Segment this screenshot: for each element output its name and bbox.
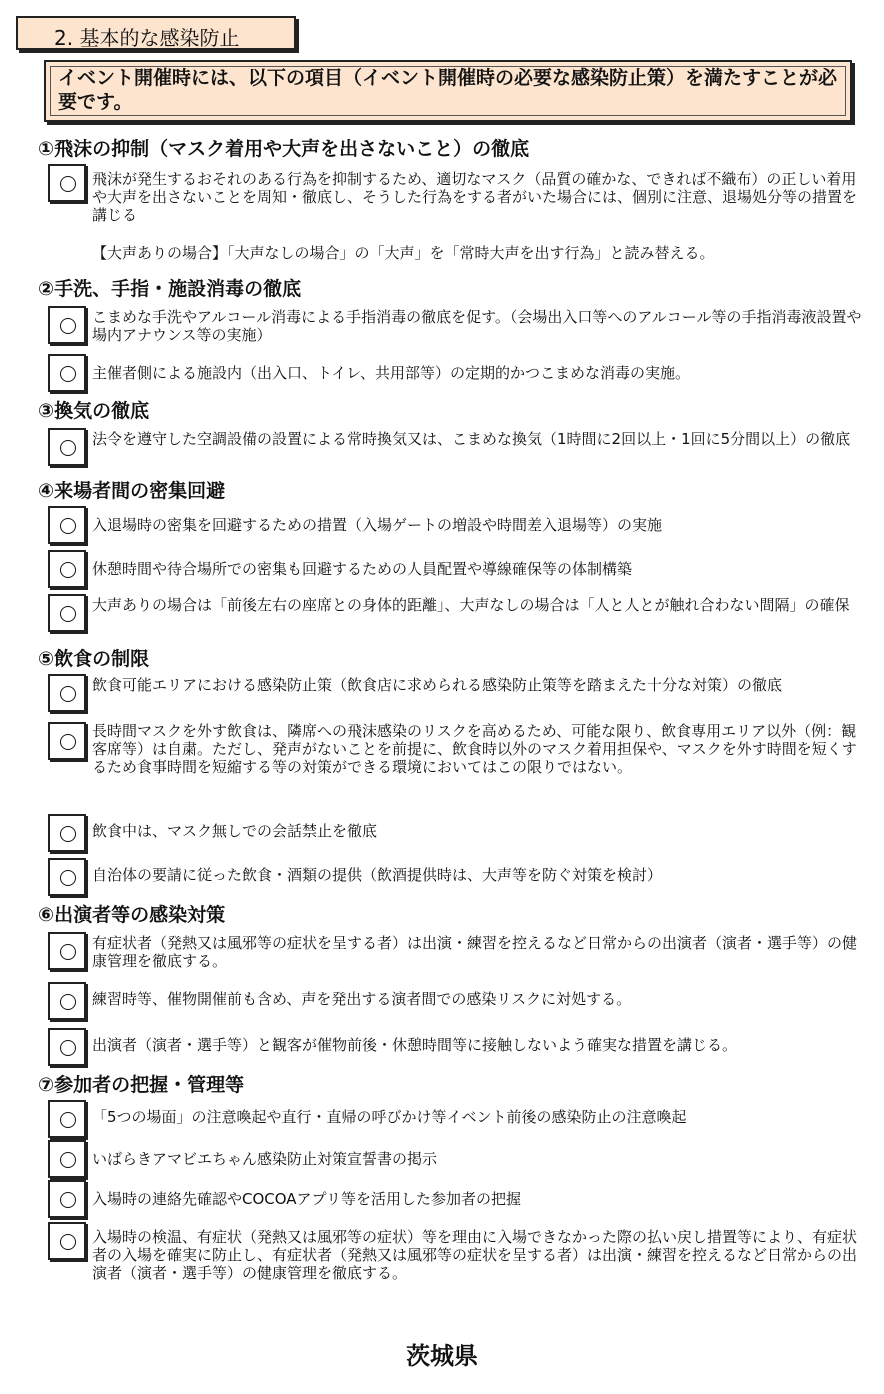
checkbox[interactable] <box>48 722 86 760</box>
item-text: いばらきアマビエちゃん感染防止対策宣誓書の掲示 <box>92 1150 438 1168</box>
item-text: 自治体の要請に従った飲食・酒類の提供（飲酒提供時は、大声等を防ぐ対策を検討） <box>92 866 663 884</box>
item-text: 練習時等、催物開催前も含め、声を発出する演者間での感染リスクに対処する。 <box>92 990 632 1008</box>
checkbox[interactable] <box>48 1222 86 1260</box>
item-text: 「5つの場面」の注意喚起や直行・直帰の呼びかけ等イベント前後の感染防止の注意喚起 <box>92 1108 687 1126</box>
section-title: 2. 基本的な感染防止 <box>54 26 240 50</box>
intro-box <box>44 60 852 122</box>
checkbox[interactable] <box>48 1180 86 1218</box>
circle-mark-icon <box>60 440 76 456</box>
prefecture-name: 茨城県 <box>406 1342 478 1370</box>
circle-mark-icon <box>60 1040 76 1056</box>
circle-mark-icon <box>60 1152 76 1168</box>
circle-mark-icon <box>60 562 76 578</box>
checkbox[interactable] <box>48 306 86 344</box>
checkbox[interactable] <box>48 1140 86 1178</box>
section-title-box <box>16 16 296 50</box>
checkbox[interactable] <box>48 506 86 544</box>
item-text: 入退場時の密集を回避するための措置（入場ゲートの増設や時間差入退場等）の実施 <box>92 516 663 534</box>
circle-mark-icon <box>60 606 76 622</box>
heading-hand-hygiene: ②手洗、手指・施設消毒の徹底 <box>38 278 302 300</box>
heading-crowd-avoidance: ④来場者間の密集回避 <box>38 480 226 502</box>
item-text: 法令を遵守した空調設備の設置による常時換気又は、こまめな換気（1時間に2回以上・1回に5分間以上）の徹底 <box>92 430 851 448</box>
item-text: 入場時の連絡先確認やCOCOAアプリ等を活用した参加者の把握 <box>92 1190 521 1208</box>
checkbox[interactable] <box>48 1100 86 1138</box>
item-text: 休憩時間や待合場所での密集も回避するための人員配置や導線確保等の体制構築 <box>92 560 633 578</box>
checkbox[interactable] <box>48 1028 86 1066</box>
circle-mark-icon <box>60 318 76 334</box>
item-text: 飲食中は、マスク無しでの会話禁止を徹底 <box>92 822 378 840</box>
circle-mark-icon <box>60 994 76 1010</box>
item-text: 出演者（演者・選手等）と観客が催物前後・休憩時間等に接触しないよう確実な措置を講じる。 <box>92 1036 738 1054</box>
circle-mark-icon <box>60 734 76 750</box>
checkbox[interactable] <box>48 594 86 632</box>
heading-eating-restriction: ⑤飲食の制限 <box>38 648 150 670</box>
circle-mark-icon <box>60 826 76 842</box>
circle-mark-icon <box>60 1234 76 1250</box>
checkbox[interactable] <box>48 428 86 466</box>
checkbox[interactable] <box>48 932 86 970</box>
circle-mark-icon <box>60 176 76 192</box>
circle-mark-icon <box>60 1112 76 1128</box>
checkbox[interactable] <box>48 674 86 712</box>
circle-mark-icon <box>60 366 76 382</box>
checkbox[interactable] <box>48 164 86 202</box>
heading-droplet-suppression: ①飛沫の抑制（マスク着用や大声を出さないこと）の徹底 <box>38 138 530 160</box>
intro-text: イベント開催時には、以下の項目（イベント開催時の必要な感染防止策）を満たすことが必要です。 <box>58 67 838 113</box>
checkbox[interactable] <box>48 982 86 1020</box>
heading-participant-management: ⑦参加者の把握・管理等 <box>38 1074 245 1096</box>
heading-ventilation: ③換気の徹底 <box>38 400 150 422</box>
item-text: 大声ありの場合は「前後左右の座席との身体的距離」、大声なしの場合は「人と人とが触れ合わない間隔」の確保 <box>92 596 850 614</box>
checkbox[interactable] <box>48 354 86 392</box>
item-text: 有症状者（発熱又は風邪等の症状を呈する者）は出演・練習を控えるなど日常からの出演者（演者・選手等）の健康管理を徹底する。 <box>92 934 858 970</box>
circle-mark-icon <box>60 1192 76 1208</box>
heading-performer-measures: ⑥出演者等の感染対策 <box>38 904 226 926</box>
circle-mark-icon <box>60 518 76 534</box>
item-text: 飛沫が発生するおそれのある行為を抑制するため、適切なマスク（品質の確かな、できれば不織布）の正しい着用や大声を出さないことを周知・徹底し、そうした行為をする者がいた場合には、個別に注意、退場処分等の措置を講じる <box>92 170 858 224</box>
circle-mark-icon <box>60 944 76 960</box>
item-text: 長時間マスクを外す飲食は、隣席への飛沫感染のリスクを高めるため、可能な限り、飲食専用エリア以外（例：観客席等）は自粛。ただし、発声がないことを前提に、飲食時以外のマスク着用担保や、マスクを外す時間を短くするため食事時間を短縮する等の対策ができる環境においてはこの限りではない。 <box>92 722 857 776</box>
checkbox[interactable] <box>48 814 86 852</box>
circle-mark-icon <box>60 686 76 702</box>
item-text: 入場時の検温、有症状（発熱又は風邪等の症状）等を理由に入場できなかった際の払い戻し措置等により、有症状者の入場を確実に防止し、有症状者（発熱又は風邪等の症状を呈する者）は出演・練習を控えるなど日常からの出演者（演者・選手等）の健康管理を徹底する。 <box>92 1228 858 1282</box>
circle-mark-icon <box>60 870 76 886</box>
item-text: 飲食可能エリアにおける感染防止策（飲食店に求められる感染防止策等を踏まえた十分な対策）の徹底 <box>92 676 783 694</box>
checkbox[interactable] <box>48 858 86 896</box>
item-text: こまめな手洗やアルコール消毒による手指消毒の徹底を促す。（会場出入口等へのアルコール等の手指消毒液設置や場内アナウンス等の実施） <box>92 308 862 344</box>
item-text: 主催者側による施設内（出入口、トイレ、共用部等）の定期的かつこまめな消毒の実施。 <box>92 364 691 382</box>
checkbox[interactable] <box>48 550 86 588</box>
loud-voice-note: 【大声ありの場合】「大声なしの場合」の「大声」を「常時大声を出す行為」と読み替える。 <box>92 244 715 262</box>
